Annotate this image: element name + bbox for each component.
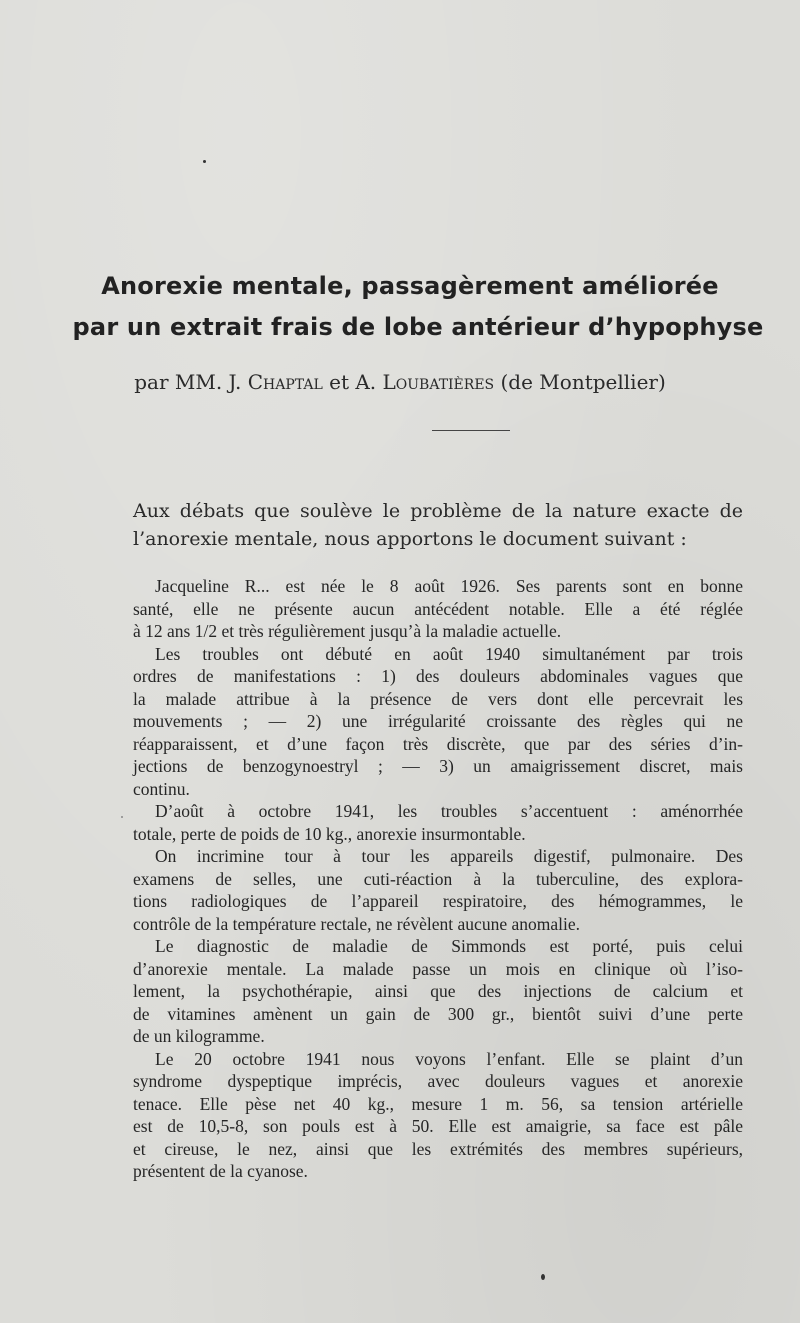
- author-name-1: Chaptal: [247, 370, 323, 394]
- body-line: jections de benzogynoestryl ; — 3) un amaigrissement discret, mais: [133, 756, 743, 776]
- authors-affiliation: (de Montpellier): [500, 370, 666, 394]
- paper-speck: [121, 816, 123, 818]
- body-line: réapparaissent, et d’une façon très discrète, que par des séries d’in-: [133, 733, 743, 754]
- body-line: est de 10,5-8, son pouls est à 50. Elle est amaigrie, sa face est pâle: [133, 1116, 743, 1136]
- body-line: Jacqueline R... est née le 8 août 1926. Ses parents sont en bonne: [155, 576, 743, 596]
- paper-speck: [203, 160, 206, 163]
- lead-line: l’anorexie mentale, nous apportons le document suivant :: [133, 528, 687, 550]
- body-line: On incrimine tour à tour les appareils digestif, pulmonaire. Des: [155, 846, 743, 866]
- body-line: à 12 ans 1/2 et très régulièrement jusqu’à la maladie actuelle.: [133, 621, 562, 641]
- body-line: d’anorexie mentale. La malade passe un mois en clinique où l’iso-: [133, 958, 743, 979]
- body-line: la malade attribue à la présence de vers dont elle percevrait les: [133, 688, 743, 709]
- body-line: lement, la psychothérapie, ainsi que des injections de calcium et: [133, 981, 743, 1001]
- body-line: tions radiologiques de l’appareil respiratoire, des hémogrammes, le: [133, 891, 743, 911]
- body-line: de un kilogramme.: [133, 1026, 265, 1046]
- body-line: D’août à octobre 1941, les troubles s’accentuent : aménorrhée: [155, 801, 743, 821]
- article-authors: [0, 370, 800, 394]
- body-line: tenace. Elle pèse net 40 kg., mesure 1 m. 56, sa tension artérielle: [133, 1093, 743, 1114]
- article-title-line-1: Anorexie mentale, passagèrement améliorée: [101, 272, 719, 300]
- body-line: et cireuse, le nez, ainsi que les extrémités des membres supérieurs,: [133, 1138, 743, 1159]
- title-separator-rule: [432, 430, 510, 431]
- body-line: ordres de manifestations : 1) des douleurs abdominales vagues que: [133, 666, 743, 686]
- paper-speck: [541, 1274, 545, 1280]
- body-line: mouvements ; — 2) une irrégularité croissante des règles qui ne: [133, 711, 743, 731]
- body-line: présentent de la cyanose.: [133, 1161, 308, 1181]
- body-line: syndrome dyspeptique imprécis, avec douleurs vagues et anorexie: [133, 1071, 743, 1091]
- body-line: examens de selles, une cuti-réaction à la tuberculine, des explora-: [133, 868, 743, 889]
- body-line: Le diagnostic de maladie de Simmonds est porté, puis celui: [155, 936, 743, 956]
- lead-line: Aux débats que soulève le problème de la nature exacte de: [133, 500, 743, 522]
- body-line: totale, perte de poids de 10 kg., anorexie insurmontable.: [133, 823, 526, 844]
- body-line: Les troubles ont débuté en août 1940 simultanément par trois: [155, 643, 743, 664]
- body-line: de vitamines amènent un gain de 300 gr., bientôt suivi d’une perte: [133, 1003, 743, 1024]
- authors-middle: et A.: [329, 370, 377, 394]
- body-line: Le 20 octobre 1941 nous voyons l’enfant. Elle se plaint d’un: [155, 1048, 743, 1069]
- authors-prefix: par MM. J.: [134, 370, 242, 394]
- body-line: santé, elle ne présente aucun antécédent notable. Elle a été réglée: [133, 598, 743, 619]
- author-name-2: Loubatières: [382, 370, 495, 394]
- body-line: continu.: [133, 778, 190, 799]
- article-title-line-2: par un extrait frais de lobe antérieur d’hypophyse: [72, 313, 764, 341]
- body-line: contrôle de la température rectale, ne révèlent aucune anomalie.: [133, 913, 580, 934]
